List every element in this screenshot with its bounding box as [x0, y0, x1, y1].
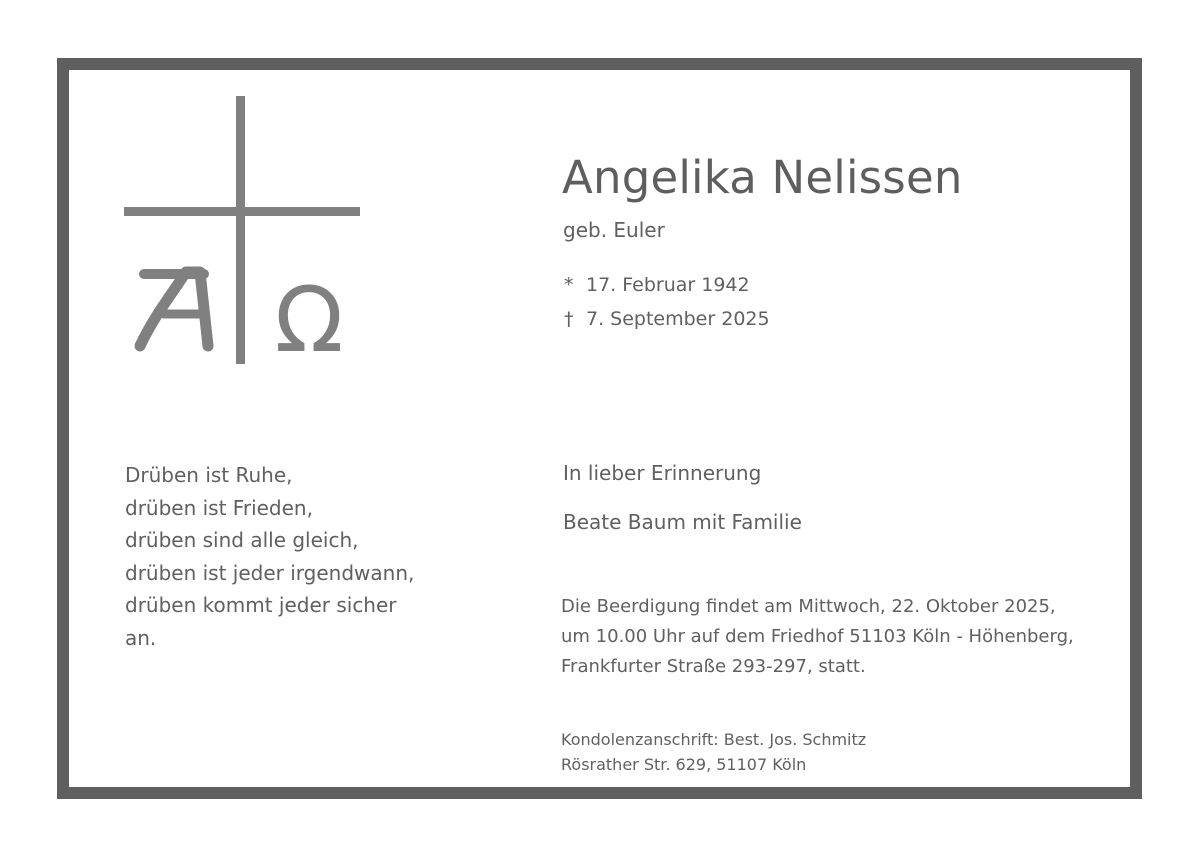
birth-date: 17. Februar 1942: [586, 274, 750, 296]
memory-line: In lieber Erinnerung: [563, 461, 762, 485]
poem-line: drüben sind alle gleich,: [125, 528, 359, 552]
deceased-name: Angelika Nelissen: [562, 151, 963, 204]
poem-line: Drüben ist Ruhe,: [125, 463, 293, 487]
funeral-line: um 10.00 Uhr auf dem Friedhof 51103 Köln - Höhenberg,: [561, 626, 1074, 647]
poem-line: an.: [125, 625, 157, 650]
poem: [125, 459, 425, 654]
death-date-line: [564, 302, 770, 336]
poem-line: drüben ist Frieden,: [125, 495, 313, 520]
cross-alpha-omega-icon: [124, 96, 364, 366]
funeral-details: [561, 592, 1074, 682]
omega-glyph: Ω: [274, 268, 344, 366]
life-dates: [564, 268, 770, 336]
condolence-line: Kondolenzanschrift: Best. Jos. Schmitz: [561, 730, 867, 749]
poem-line: drüben ist jeder irgendwann,: [125, 560, 415, 585]
condolence-address: [561, 727, 866, 777]
birth-date-line: [564, 268, 770, 302]
alpha-icon: [140, 272, 208, 346]
mourner-family: Beate Baum mit Familie: [563, 510, 802, 534]
star-birth-icon: *: [564, 274, 574, 296]
dagger-death-icon: †: [564, 308, 574, 330]
death-date: 7. September 2025: [586, 308, 770, 330]
poem-line: drüben kommt jeder sicher: [125, 593, 397, 617]
condolence-line: Rösrather Str. 629, 51107 Köln: [561, 755, 807, 774]
funeral-line: Frankfurter Straße 293-297, statt.: [561, 656, 866, 677]
birth-name: geb. Euler: [563, 218, 665, 242]
funeral-line: Die Beerdigung findet am Mittwoch, 22. Oktober 2025,: [561, 596, 1056, 617]
